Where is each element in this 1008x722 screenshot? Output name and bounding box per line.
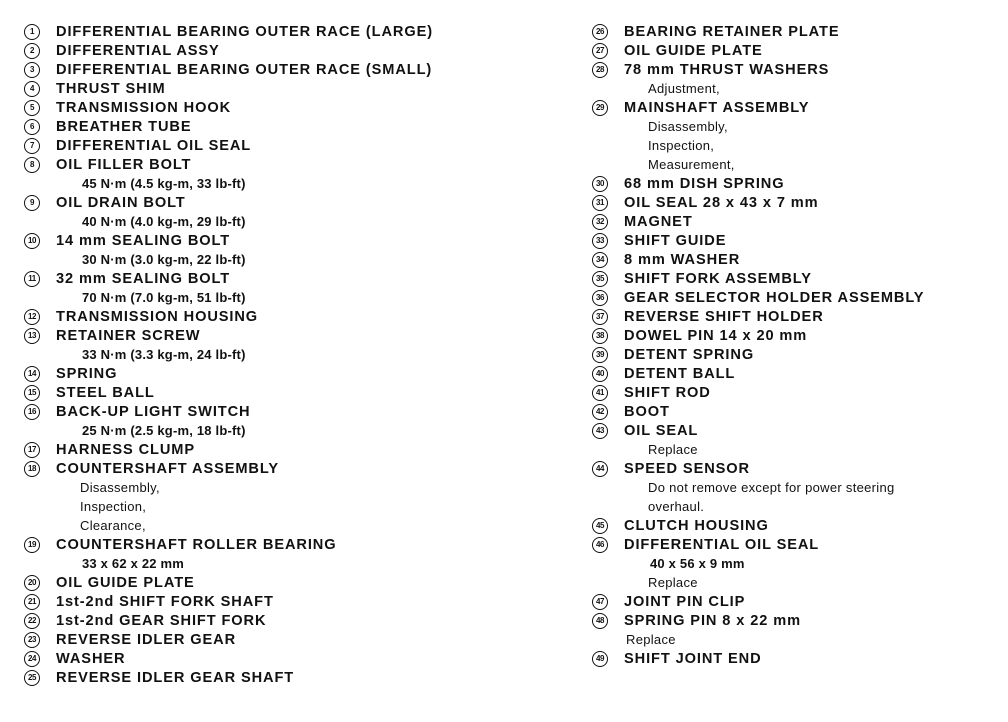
- part-row: [24, 79, 564, 98]
- part-spec: 30 N·m (3.0 kg-m, 22 lb-ft): [82, 252, 246, 267]
- callout-number: 13: [24, 328, 40, 344]
- part-row: [592, 383, 992, 402]
- callout-number: 11: [24, 271, 40, 287]
- part-item: [592, 22, 992, 41]
- callout-number: 4: [24, 81, 40, 97]
- callout-number: 12: [24, 309, 40, 325]
- part-name: COUNTERSHAFT ASSEMBLY: [56, 460, 279, 477]
- part-name: DETENT BALL: [624, 365, 736, 382]
- part-row: [592, 288, 992, 307]
- part-name: 68 mm DISH SPRING: [624, 175, 785, 192]
- part-name: REVERSE SHIFT HOLDER: [624, 308, 824, 325]
- part-item: [24, 440, 564, 459]
- part-item: [592, 98, 992, 174]
- part-row: [592, 402, 992, 421]
- part-item: [592, 402, 992, 421]
- part-item: [592, 345, 992, 364]
- part-name: DIFFERENTIAL BEARING OUTER RACE (LARGE): [56, 23, 433, 40]
- callout-number: 2: [24, 43, 40, 59]
- part-name: OIL SEAL: [624, 422, 699, 439]
- part-item: [592, 174, 992, 193]
- callout-number: 40: [592, 366, 608, 382]
- callout-number: 29: [592, 100, 608, 116]
- part-item: [24, 22, 564, 41]
- callout-number: 24: [24, 651, 40, 667]
- part-name: WASHER: [56, 650, 126, 667]
- part-name: 14 mm SEALING BOLT: [56, 232, 231, 249]
- part-name: STEEL BALL: [56, 384, 155, 401]
- part-note: Do not remove except for power steering: [648, 480, 895, 495]
- part-item: [24, 269, 564, 307]
- part-note: Replace: [626, 632, 676, 647]
- callout-number: 31: [592, 195, 608, 211]
- part-name: BACK-UP LIGHT SWITCH: [56, 403, 251, 420]
- part-name: RETAINER SCREW: [56, 327, 201, 344]
- callout-number: 3: [24, 62, 40, 78]
- callout-number: 48: [592, 613, 608, 629]
- part-note: Measurement,: [648, 157, 735, 172]
- part-item: [24, 98, 564, 117]
- part-row: [592, 364, 992, 383]
- part-name: 8 mm WASHER: [624, 251, 741, 268]
- part-item: [592, 611, 992, 649]
- part-row: [592, 611, 992, 630]
- part-note: Replace: [648, 575, 698, 590]
- part-row: [592, 174, 992, 193]
- part-spec: 40 x 56 x 9 mm: [650, 556, 745, 571]
- part-spec: 25 N·m (2.5 kg-m, 18 lb-ft): [82, 423, 246, 438]
- callout-number: 37: [592, 309, 608, 325]
- part-row: [24, 592, 564, 611]
- part-item: [592, 193, 992, 212]
- callout-number: 6: [24, 119, 40, 135]
- callout-number: 47: [592, 594, 608, 610]
- part-name: 78 mm THRUST WASHERS: [624, 61, 830, 78]
- part-row: [24, 60, 564, 79]
- callout-number: 39: [592, 347, 608, 363]
- part-name: BOOT: [624, 403, 670, 420]
- part-name: SHIFT JOINT END: [624, 650, 762, 667]
- part-item: [592, 516, 992, 535]
- part-row: [24, 668, 564, 687]
- part-item: [592, 326, 992, 345]
- callout-number: 17: [24, 442, 40, 458]
- part-name: BREATHER TUBE: [56, 118, 192, 135]
- part-item: [24, 307, 564, 326]
- part-note: overhaul.: [648, 499, 705, 514]
- part-row: [592, 60, 992, 79]
- part-row: [592, 459, 992, 478]
- callout-number: 23: [24, 632, 40, 648]
- part-name: DIFFERENTIAL OIL SEAL: [56, 137, 252, 154]
- part-row: [24, 326, 564, 345]
- part-item: [24, 535, 564, 573]
- part-item: [592, 535, 992, 592]
- callout-number: 22: [24, 613, 40, 629]
- part-name: TRANSMISSION HOUSING: [56, 308, 259, 325]
- callout-number: 15: [24, 385, 40, 401]
- part-row: [24, 193, 564, 212]
- part-note: Adjustment,: [648, 81, 720, 96]
- part-note: Disassembly,: [648, 119, 728, 134]
- part-spec: 33 x 62 x 22 mm: [82, 556, 185, 571]
- callout-number: 16: [24, 404, 40, 420]
- part-spec: 45 N·m (4.5 kg-m, 33 lb-ft): [82, 176, 246, 191]
- part-row: [24, 364, 564, 383]
- part-name: SPEED SENSOR: [624, 460, 750, 477]
- part-item: [24, 364, 564, 383]
- part-name: 1st-2nd GEAR SHIFT FORK: [56, 612, 267, 629]
- part-name: 32 mm SEALING BOLT: [56, 270, 231, 287]
- part-row: [24, 630, 564, 649]
- part-note: Inspection,: [80, 499, 147, 514]
- callout-number: 19: [24, 537, 40, 553]
- part-row: [592, 421, 992, 440]
- part-row: [24, 269, 564, 288]
- part-row: [24, 402, 564, 421]
- part-row: [24, 231, 564, 250]
- part-row: [592, 592, 992, 611]
- part-row: [24, 440, 564, 459]
- part-name: OIL GUIDE PLATE: [624, 42, 763, 59]
- callout-number: 9: [24, 195, 40, 211]
- part-name: REVERSE IDLER GEAR: [56, 631, 237, 648]
- part-name: CLUTCH HOUSING: [624, 517, 769, 534]
- part-item: [592, 231, 992, 250]
- callout-number: 34: [592, 252, 608, 268]
- part-row: [592, 326, 992, 345]
- part-item: [24, 668, 564, 687]
- callout-number: 42: [592, 404, 608, 420]
- part-note: Clearance,: [80, 518, 146, 533]
- part-spec: 33 N·m (3.3 kg-m, 24 lb-ft): [82, 347, 246, 362]
- part-name: COUNTERSHAFT ROLLER BEARING: [56, 536, 337, 553]
- part-note: Replace: [648, 442, 698, 457]
- part-note: Inspection,: [648, 138, 715, 153]
- part-row: [24, 117, 564, 136]
- callout-number: 43: [592, 423, 608, 439]
- part-name: BEARING RETAINER PLATE: [624, 23, 840, 40]
- part-name: SPRING PIN 8 x 22 mm: [624, 612, 801, 629]
- callout-number: 45: [592, 518, 608, 534]
- part-item: [24, 326, 564, 364]
- part-name: MAINSHAFT ASSEMBLY: [624, 99, 810, 116]
- part-row: [24, 41, 564, 60]
- part-spec: 40 N·m (4.0 kg-m, 29 lb-ft): [82, 214, 246, 229]
- part-item: [24, 79, 564, 98]
- part-item: [592, 60, 992, 98]
- part-item: [592, 459, 992, 516]
- part-row: [24, 383, 564, 402]
- part-row: [24, 535, 564, 554]
- part-name: SHIFT FORK ASSEMBLY: [624, 270, 812, 287]
- part-name: OIL FILLER BOLT: [56, 156, 192, 173]
- callout-number: 8: [24, 157, 40, 173]
- callout-number: 14: [24, 366, 40, 382]
- part-name: DIFFERENTIAL OIL SEAL: [624, 536, 820, 553]
- part-item: [24, 155, 564, 193]
- part-name: OIL SEAL 28 x 43 x 7 mm: [624, 194, 819, 211]
- part-item: [24, 117, 564, 136]
- part-item: [24, 649, 564, 668]
- parts-list-right: [592, 22, 992, 668]
- part-item: [24, 383, 564, 402]
- part-name: OIL GUIDE PLATE: [56, 574, 195, 591]
- part-row: [24, 611, 564, 630]
- callout-number: 41: [592, 385, 608, 401]
- part-item: [592, 364, 992, 383]
- part-name: JOINT PIN CLIP: [624, 593, 746, 610]
- part-row: [592, 269, 992, 288]
- part-spec: 70 N·m (7.0 kg-m, 51 lb-ft): [82, 290, 246, 305]
- part-row: [592, 649, 992, 668]
- part-item: [24, 60, 564, 79]
- callout-number: 28: [592, 62, 608, 78]
- part-row: [592, 231, 992, 250]
- part-item: [592, 592, 992, 611]
- callout-number: 44: [592, 461, 608, 477]
- part-item: [592, 288, 992, 307]
- part-row: [592, 307, 992, 326]
- part-item: [592, 250, 992, 269]
- part-row: [24, 307, 564, 326]
- part-item: [592, 307, 992, 326]
- part-row: [592, 535, 992, 554]
- part-item: [592, 212, 992, 231]
- part-name: HARNESS CLUMP: [56, 441, 195, 458]
- callout-number: 49: [592, 651, 608, 667]
- callout-number: 26: [592, 24, 608, 40]
- part-row: [592, 22, 992, 41]
- part-item: [24, 136, 564, 155]
- callout-number: 25: [24, 670, 40, 686]
- part-row: [24, 573, 564, 592]
- part-row: [24, 459, 564, 478]
- part-item: [24, 592, 564, 611]
- part-row: [592, 212, 992, 231]
- part-row: [592, 345, 992, 364]
- callout-number: 30: [592, 176, 608, 192]
- part-row: [24, 136, 564, 155]
- part-item: [24, 573, 564, 592]
- callout-number: 10: [24, 233, 40, 249]
- part-row: [592, 41, 992, 60]
- part-row: [24, 649, 564, 668]
- part-name: DIFFERENTIAL ASSY: [56, 42, 220, 59]
- part-item: [592, 421, 992, 459]
- callout-number: 18: [24, 461, 40, 477]
- part-item: [592, 649, 992, 668]
- part-item: [592, 41, 992, 60]
- part-name: SHIFT ROD: [624, 384, 711, 401]
- part-name: DETENT SPRING: [624, 346, 755, 363]
- callout-number: 1: [24, 24, 40, 40]
- callout-number: 36: [592, 290, 608, 306]
- part-name: SHIFT GUIDE: [624, 232, 727, 249]
- part-row: [24, 22, 564, 41]
- part-name: DIFFERENTIAL BEARING OUTER RACE (SMALL): [56, 61, 433, 78]
- part-item: [24, 193, 564, 231]
- part-item: [24, 41, 564, 60]
- callout-number: 33: [592, 233, 608, 249]
- callout-number: 7: [24, 138, 40, 154]
- callout-number: 32: [592, 214, 608, 230]
- part-item: [592, 269, 992, 288]
- part-row: [592, 250, 992, 269]
- callout-number: 35: [592, 271, 608, 287]
- part-row: [24, 155, 564, 174]
- callout-number: 20: [24, 575, 40, 591]
- part-item: [24, 402, 564, 440]
- part-name: 1st-2nd SHIFT FORK SHAFT: [56, 593, 274, 610]
- part-item: [24, 231, 564, 269]
- part-name: GEAR SELECTOR HOLDER ASSEMBLY: [624, 289, 925, 306]
- callout-number: 38: [592, 328, 608, 344]
- part-item: [24, 630, 564, 649]
- part-note: Disassembly,: [80, 480, 160, 495]
- part-name: THRUST SHIM: [56, 80, 166, 97]
- part-name: REVERSE IDLER GEAR SHAFT: [56, 669, 295, 686]
- part-row: [592, 516, 992, 535]
- part-item: [24, 611, 564, 630]
- parts-list-left: [24, 22, 564, 687]
- part-name: MAGNET: [624, 213, 693, 230]
- part-item: [592, 383, 992, 402]
- part-name: SPRING: [56, 365, 118, 382]
- part-row: [592, 193, 992, 212]
- part-name: OIL DRAIN BOLT: [56, 194, 186, 211]
- callout-number: 27: [592, 43, 608, 59]
- part-name: TRANSMISSION HOOK: [56, 99, 232, 116]
- callout-number: 46: [592, 537, 608, 553]
- part-row: [24, 98, 564, 117]
- part-item: [24, 459, 564, 535]
- callout-number: 5: [24, 100, 40, 116]
- callout-number: 21: [24, 594, 40, 610]
- part-name: DOWEL PIN 14 x 20 mm: [624, 327, 808, 344]
- part-row: [592, 98, 992, 117]
